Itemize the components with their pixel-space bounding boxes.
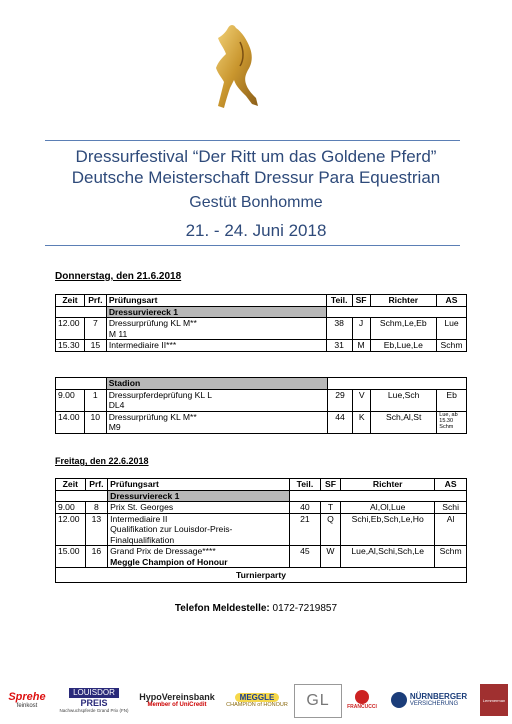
telefon-line <box>55 603 457 614</box>
table-row <box>56 318 467 340</box>
col-zeit: Zeit <box>56 295 85 307</box>
col-sf: SF <box>352 295 370 307</box>
cell-art <box>108 546 290 568</box>
sponsor-nuernberger-name: NÜRNBERGER <box>409 692 468 701</box>
col-as: AS <box>435 479 467 491</box>
sponsor-nuernberger <box>382 684 476 716</box>
cell-art <box>106 389 327 411</box>
cell-zeit: 15.00 <box>56 546 86 568</box>
cell-art: Intermediaire II*** <box>106 340 326 352</box>
day2-table <box>55 478 467 583</box>
cell-art <box>108 513 290 546</box>
footer-row <box>56 568 467 583</box>
sponsor-hypovereinsbank <box>136 684 218 716</box>
cell-prf: 15 <box>84 340 106 352</box>
cell-richter: Sch,Al,St <box>371 411 437 433</box>
cell-art-line: M9 <box>108 422 121 432</box>
day1-heading: Donnerstag, den 21.6.2018 <box>55 271 182 282</box>
cell-teil: 40 <box>290 502 321 514</box>
cell-prf: 10 <box>84 411 106 433</box>
sponsor-meggle-name: MEGGLE <box>235 693 280 702</box>
sponsor-louisdor <box>54 684 134 716</box>
sponsor-louisdor-sub: Nachwuchspferde Grand Prix (FN) <box>59 707 129 713</box>
cell-art: Prix St. Georges <box>108 502 290 514</box>
cell-zeit: 12.00 <box>56 318 85 340</box>
sponsor-sprehe <box>4 684 50 716</box>
cell-art-line: DL4 <box>108 400 125 410</box>
section-row <box>56 490 467 502</box>
sponsor-francucci <box>344 684 380 716</box>
cell-art <box>106 318 326 340</box>
cell-art-line: Dressurprüfung KL M** <box>108 411 197 422</box>
cell-prf: 1 <box>84 389 106 411</box>
table-row <box>56 513 467 546</box>
sponsor-hvb-sub: Member of UniCredit <box>147 702 207 708</box>
table-row <box>56 546 467 568</box>
cell-richter: Schm,Le,Eb <box>370 318 437 340</box>
cell-zeit: 15.30 <box>56 340 85 352</box>
sponsor-meggle-sub: CHAMPION of HONOUR <box>226 701 288 708</box>
telefon-label: Telefon Meldestelle: <box>174 603 270 614</box>
turnierparty: Turnierparty <box>56 568 467 583</box>
col-sf: SF <box>320 479 340 491</box>
cell-art-line: Intermediaire II <box>110 513 168 524</box>
section-label: Dressurviereck 1 <box>106 306 326 318</box>
cell-teil: 21 <box>290 513 321 546</box>
cell-richter: Schi,Eb,Sch,Le,Ho <box>341 513 435 546</box>
festival-title: Dressurfestival “Der Ritt um das Goldene Pferd” <box>75 147 437 166</box>
cell-sf: T <box>320 502 340 514</box>
section-label: Dressurviereck 1 <box>108 490 290 502</box>
golden-horse-logo <box>200 22 270 122</box>
day1-table-1 <box>55 294 467 352</box>
col-teil: Teil. <box>290 479 321 491</box>
cell-art-line: Dressurprüfung KL M** <box>108 318 197 328</box>
sponsor-meggle <box>224 684 290 716</box>
sponsor-gl-name: GL <box>306 692 330 709</box>
table-header-row <box>56 295 467 307</box>
cell-as: Schm <box>437 340 467 352</box>
col-richter: Richter <box>341 479 435 491</box>
cell-teil: 44 <box>327 411 353 433</box>
cell-prf: 13 <box>85 513 107 546</box>
cell-prf: 16 <box>85 546 107 568</box>
cell-teil: 38 <box>326 318 352 340</box>
cell-art-line: Meggle Champion of Honour <box>110 556 228 567</box>
col-art: Prüfungsart <box>108 479 290 491</box>
day1-table-2 <box>55 377 467 434</box>
cell-zeit: 12.00 <box>56 513 86 546</box>
day2-heading: Freitag, den 22.6.2018 <box>55 456 149 466</box>
cell-richter: Eb,Lue,Le <box>370 340 437 352</box>
table-header-row <box>56 479 467 491</box>
col-prf: Prf. <box>84 295 106 307</box>
cell-zeit: 9.00 <box>56 502 86 514</box>
sponsor-lemmerman-name: Lemmerman <box>482 697 506 703</box>
sponsor-sprehe-name: Sprehe <box>8 690 46 703</box>
cell-richter: Al,Ol,Lue <box>341 502 435 514</box>
cell-teil: 45 <box>290 546 321 568</box>
championship-title: Deutsche Meisterschaft Dressur Para Equestrian <box>71 168 441 187</box>
francucci-icon <box>355 690 369 704</box>
sponsor-louisdor-name: LOUISDOR <box>69 688 119 698</box>
sponsor-nuernberger-text <box>410 692 467 708</box>
cell-sf: K <box>353 411 371 433</box>
col-as: AS <box>437 295 467 307</box>
table-row <box>56 411 467 433</box>
sponsor-hvb-name: HypoVereinsbank <box>139 692 215 702</box>
table-row <box>56 389 467 411</box>
section-row <box>56 306 467 318</box>
cell-as: Lue <box>437 318 467 340</box>
table-row <box>56 502 467 514</box>
cell-as: Al <box>435 513 467 546</box>
section-row <box>56 378 467 390</box>
header-rule-top <box>45 140 460 141</box>
sponsor-sprehe-sub: feinkost <box>16 702 38 709</box>
cell-teil: 29 <box>327 389 353 411</box>
nuernberger-icon <box>391 692 407 708</box>
cell-art-line: Qualifikation zur Louisdor-Preis- <box>110 524 233 534</box>
col-art: Prüfungsart <box>106 295 326 307</box>
sponsor-nuernberger-sub: VERSICHERUNG <box>409 701 459 707</box>
cell-as: Schm <box>435 546 467 568</box>
cell-sf: W <box>320 546 340 568</box>
cell-as: Schi <box>435 502 467 514</box>
cell-art-line: M 11 <box>108 328 128 339</box>
cell-zeit: 14.00 <box>56 411 85 433</box>
event-dates: 21. - 24. Juni 2018 <box>185 221 327 240</box>
section-label: Stadion <box>106 378 327 390</box>
cell-richter: Lue,Al,Schi,Sch,Le <box>341 546 435 568</box>
telefon-number: 0172-7219857 <box>272 603 338 614</box>
sponsor-gl <box>294 684 342 718</box>
cell-as: Eb <box>437 389 467 411</box>
cell-richter: Lue,Sch <box>371 389 437 411</box>
col-teil: Teil. <box>326 295 352 307</box>
cell-sf: V <box>353 389 371 411</box>
sponsor-bar <box>0 680 512 724</box>
cell-art-line: Finalqualifikation <box>110 534 175 545</box>
cell-art-line: Dressurpferdeprüfung KL L <box>108 389 213 400</box>
sponsor-francucci-name: FRANCUCCI <box>347 704 377 710</box>
cell-art-line: Grand Prix de Dressage**** <box>110 546 216 556</box>
cell-prf: 8 <box>85 502 107 514</box>
header-rule-bottom <box>45 245 460 246</box>
table-row <box>56 340 467 352</box>
cell-teil: 31 <box>326 340 352 352</box>
cell-zeit: 9.00 <box>56 389 85 411</box>
cell-sf: M <box>352 340 370 352</box>
cell-as: Lue, ab 15.30 Schm <box>437 411 467 433</box>
col-prf: Prf. <box>85 479 107 491</box>
sponsor-lemmerman <box>480 684 508 716</box>
cell-sf: J <box>352 318 370 340</box>
col-richter: Richter <box>370 295 437 307</box>
venue: Gestüt Bonhomme <box>189 194 323 211</box>
sponsor-louisdor-preis: PREIS <box>80 697 108 708</box>
col-zeit: Zeit <box>56 479 86 491</box>
cell-sf: Q <box>320 513 340 546</box>
cell-art <box>106 411 327 433</box>
cell-prf: 7 <box>84 318 106 340</box>
